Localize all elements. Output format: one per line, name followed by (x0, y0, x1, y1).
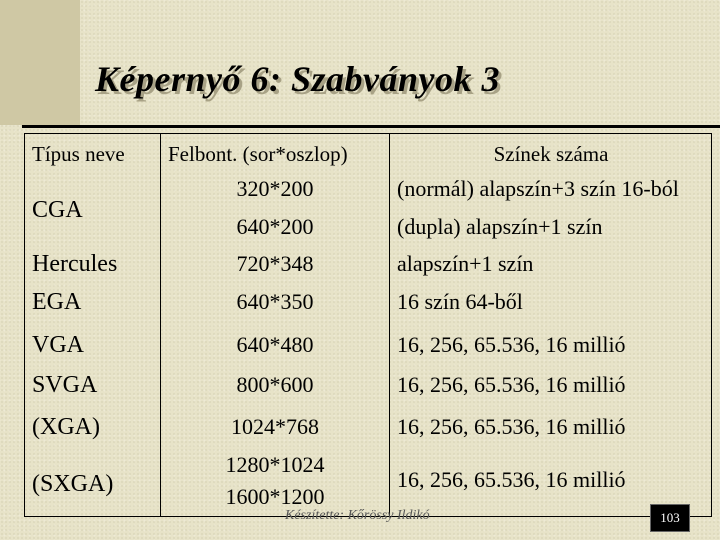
resolution-cell: 1024*768 (231, 414, 319, 439)
resolution-cell: 640*350 (236, 289, 314, 314)
type-cell: CGA (32, 197, 83, 223)
colors-cell: alapszín+1 szín (397, 251, 534, 276)
resolution-cell: 640*480 (236, 332, 314, 357)
colors-cell: 16, 256, 65.536, 16 millió (397, 467, 626, 492)
page-number-badge: 103 (650, 504, 690, 532)
footer-author: Készítette: Kőrössy Ildikó (285, 508, 430, 523)
type-cell: (SXGA) (32, 471, 114, 497)
type-cell: SVGA (32, 372, 98, 398)
colors-cell: 16, 256, 65.536, 16 millió (397, 332, 626, 357)
header-type: Típus neve (32, 142, 125, 166)
colors-cell: 16 szín 64-ből (397, 289, 523, 314)
type-cell: Hercules (32, 251, 118, 277)
resolution-cell: 320*200 (236, 176, 314, 201)
header-colors: Színek száma (493, 142, 609, 166)
type-cell: EGA (32, 289, 82, 315)
title-divider (22, 125, 720, 128)
resolution-cell: 640*200 (236, 214, 314, 239)
resolution-cell: 720*348 (236, 251, 314, 276)
decorative-side-bar (0, 0, 80, 125)
colors-cell: 16, 256, 65.536, 16 millió (397, 414, 626, 439)
resolution-cell: 1600*1200 (225, 484, 325, 509)
resolution-cell: 800*600 (236, 372, 314, 397)
header-resolution: Felbont. (sor*oszlop) (168, 142, 348, 166)
colors-cell: 16, 256, 65.536, 16 millió (397, 372, 626, 397)
type-cell: (XGA) (32, 414, 100, 440)
colors-cell: (normál) alapszín+3 szín 16-ból (397, 176, 679, 201)
slide-title: Képernyő 6: Szabványok 3 (95, 59, 500, 99)
resolution-cell: 1280*1024 (225, 452, 325, 477)
colors-cell: (dupla) alapszín+1 szín (397, 214, 603, 239)
column-divider (389, 133, 390, 517)
type-cell: VGA (32, 332, 84, 358)
